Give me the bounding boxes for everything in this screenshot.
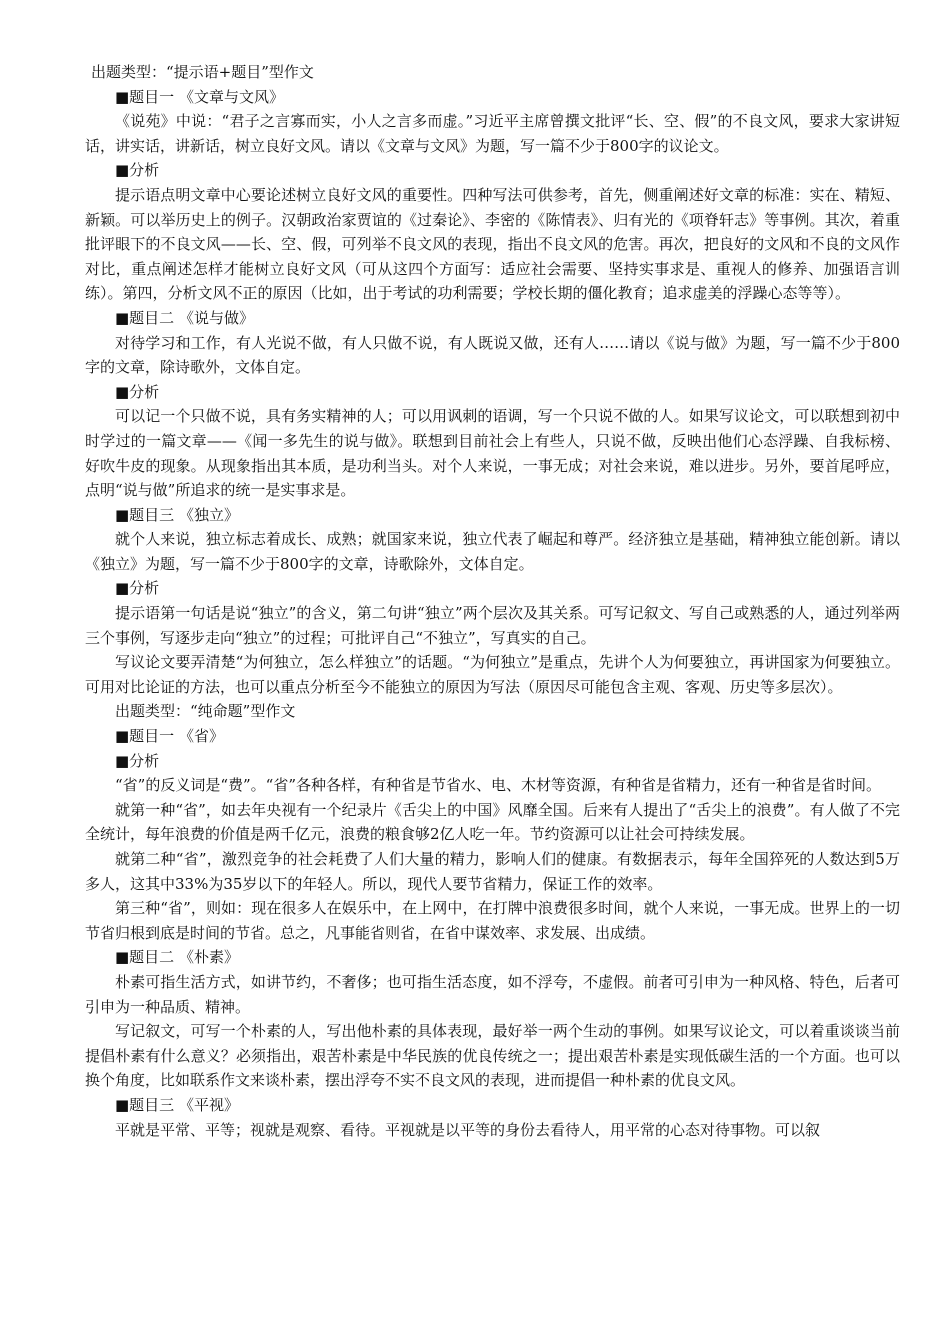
prompt-paragraph: 对待学习和工作，有人光说不做，有人只做不说，有人既说又做，还有人……请以《说与做》为题，写一篇不少于800字的文章，除诗歌外，文体自定。 [85,333,900,377]
analysis-heading: ■分析 [115,382,160,401]
prompt-paragraph: 《说苑》中说：“君子之言寡而实，小人之言多而虚。”习近平主席曾撰文批评“长、空、假”的不良文风，要求大家讲短话，讲实话，讲新话，树立良好文风。请以《文章与文风》为题，写一篇不少于800字的议论文。 [85,112,900,155]
prompt-paragraph: 就个人来说，独立标志着成长、成熟；就国家来说，独立代表了崛起和尊严。经济独立是基础，精神独立能创新。请以《独立》为题，写一篇不少于800字的文章，诗歌除外，文体自定。 [85,530,900,573]
topic-title: ■题目二 《说与做》 [115,308,254,327]
analysis-paragraph: 第三种“省”，则如：现在很多人在娱乐中，在上网中，在打牌中浪费很多时间，就个人来说，一事无成。世界上的一切节省归根到底是时间的节省。总之，凡事能省则省，在省中谋效率、求发展、出成绩。 [85,899,900,942]
topic-title: ■题目三 《独立》 [115,505,239,524]
analysis-paragraph: 就第一种“省”，如去年央视有一个纪录片《舌尖上的中国》风靡全国。后来有人提出了“舌尖上的浪费”。有人做了不完全统计，每年浪费的价值是两千亿元，浪费的粮食够2亿人吃一年。节约资源可以让社会可持续发展。 [85,800,900,844]
analysis-paragraph: 朴素可指生活方式，如讲节约，不奢侈；也可指生活态度，如不浮夸，不虚假。前者可引申为一种风格、特色，后者可引申为一种品质、精神。 [85,972,900,1016]
document-page [85,60,900,1142]
analysis-paragraph: 可以记一个只做不说，具有务实精神的人；可以用讽刺的语调，写一个只说不做的人。如果写议论文，可以联想到初中时学过的一篇文章——《闻一多先生的说与做》。联想到目前社会上有些人，只说不做，反映出他们心态浮躁、自我标榜、好吹牛皮的现象。从现象指出其本质，是功利当头。对个人来说，一事无成；对社会来说，难以进步。另外，要首尾呼应，点明“说与做”所追求的统一是实事求是。 [85,407,900,500]
topic-title: ■题目二 《朴素》 [115,948,239,967]
analysis-heading: ■分析 [115,579,160,598]
analysis-paragraph: 就第二种“省”，激烈竞争的社会耗费了人们大量的精力，影响人们的健康。有数据表示，每年全国猝死的人数达到5万多人，这其中33%为35岁以下的年轻人。所以，现代人要节省精力，保证工作的效率。 [85,850,900,893]
analysis-heading: ■分析 [115,751,160,770]
analysis-heading: ■分析 [115,161,160,180]
section-type-heading: 出题类型：“纯命题”型作文 [115,702,296,721]
section-type-heading: 出题类型：“提示语+题目”型作文 [91,63,314,81]
analysis-paragraph: 平就是平常、平等；视就是观察、看待。平视就是以平等的身份去看待人，用平常的心态对待事物。可以叙 [115,1120,821,1139]
analysis-paragraph: 提示语第一句话是说“独立”的含义，第二句讲“独立”两个层次及其关系。可写记叙文、写自己或熟悉的人，通过列举两三个事例，写逐步走向“独立”的过程；可批评自己“不独立”，写真实的自己。 [85,604,900,647]
topic-title: ■题目一 《省》 [115,727,224,746]
analysis-paragraph: 写记叙文，可写一个朴素的人，写出他朴素的具体表现，最好举一两个生动的事例。如果写议论文，可以着重谈谈当前提倡朴素有什么意义？必须指出，艰苦朴素是中华民族的优良传统之一；提出艰苦朴素是实现低碳生活的一个方面。也可以换个角度，比如联系作文来谈朴素，摆出浮夸不实不良文风的表现，进而提倡一种朴素的优良文风。 [85,1022,900,1090]
analysis-paragraph: 写议论文要弄清楚“为何独立，怎么样独立”的话题。“为何独立”是重点，先讲个人为何要独立，再讲国家为何要独立。可用对比论证的方法，也可以重点分析至今不能独立的原因为写法（原因尽可能包含主观、客观、历史等多层次）。 [85,653,900,696]
topic-title: ■题目三 《平视》 [115,1095,239,1114]
analysis-paragraph: 提示语点明文章中心要论述树立良好文风的重要性。四种写法可供参考，首先，侧重阐述好文章的标准：实在、精短、新颖。可以举历史上的例子。汉朝政治家贾谊的《过秦论》、李密的《陈情表》、归有光的《项脊轩志》等事例。其次，着重批评眼下的不良文风——长、空、假，可列举不良文风的表现，指出不良文风的危害。再次，把良好的文风和不良的文风作对比，重点阐述怎样才能树立良好文风（可从这四个方面写：适应社会需要、坚持实事求是、重视人的修养、加强语言训练）。第四，分析文风不正的原因（比如，出于考试的功利需要；学校长期的僵化教育；追求虚美的浮躁心态等等）。 [85,185,900,303]
topic-title: ■题目一 《文章与文风》 [115,87,284,106]
analysis-paragraph: “省”的反义词是“费”。“省”各种各样，有种省是节省水、电、木材等资源，有种省是省精力，还有一种省是省时间。 [115,776,882,795]
